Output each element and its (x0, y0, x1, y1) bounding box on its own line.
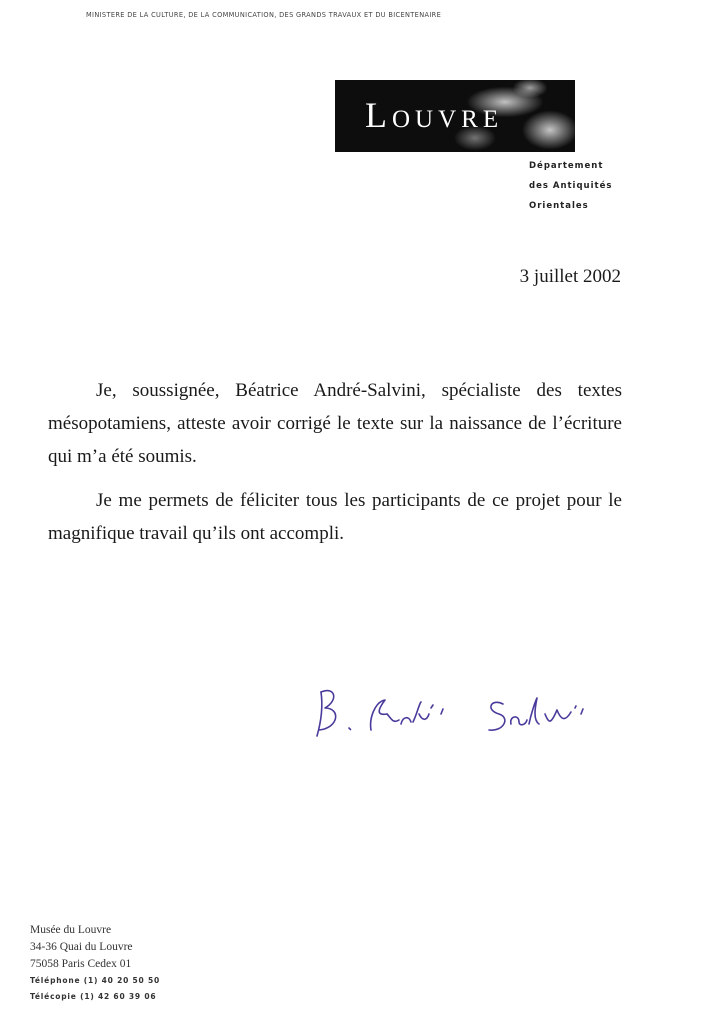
department-line: des Antiquités (529, 181, 613, 191)
telecopie-line: Télécopie (1) 42 60 39 06 (30, 992, 157, 1001)
ministry-header: MINISTERE DE LA CULTURE, DE LA COMMUNICATION, DES GRANDS TRAVAUX ET DU BICENTENAIRE (86, 11, 442, 19)
letter-date: 3 juillet 2002 (519, 266, 621, 287)
address-line: 34-36 Quai du Louvre (30, 941, 133, 953)
footer-address (30, 922, 160, 1005)
address-line: 75058 Paris Cedex 01 (30, 958, 132, 970)
department-line: Orientales (529, 201, 589, 211)
louvre-logo (335, 80, 575, 152)
address-line: Musée du Louvre (30, 924, 112, 936)
letter-body (48, 374, 622, 561)
logo-text: Louvre (365, 95, 504, 135)
department-line: Département (529, 161, 604, 171)
handwritten-signature (313, 684, 593, 754)
letter-paragraph: Je, soussignée, Béatrice André-Salvini, spécialiste des textes mésopotamiens, atteste avoir corrigé le texte sur la naissance de l’écriture qui m’a été soumis. (48, 380, 622, 467)
letter-paragraph: Je me permets de féliciter tous les participants de ce projet pour le magnifique travail qu’ils ont accompli. (48, 490, 622, 544)
department-block (529, 156, 612, 216)
telephone-line: Téléphone (1) 40 20 50 50 (30, 976, 161, 985)
